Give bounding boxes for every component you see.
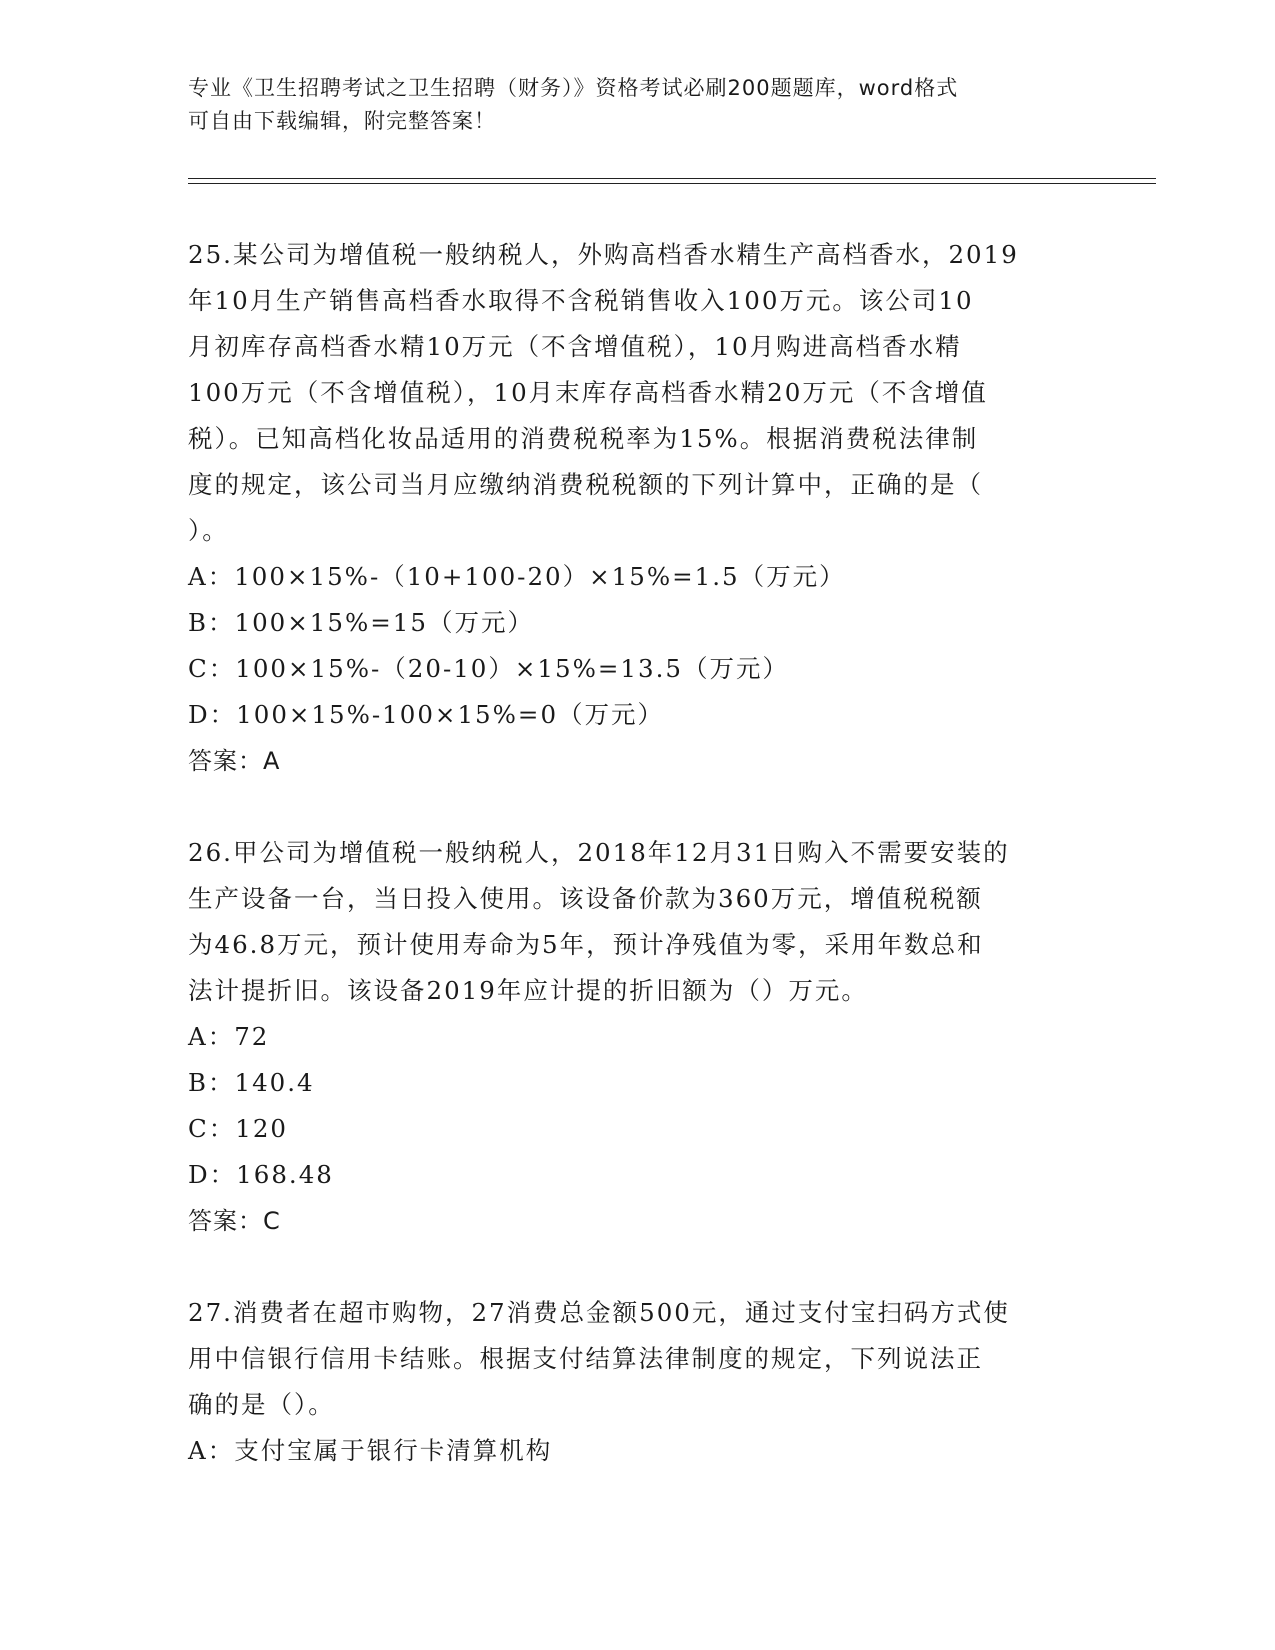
option-b: B：140.4 <box>188 1068 315 1097</box>
question-stem-line: 确的是（）。 <box>188 1390 335 1419</box>
question-spacer <box>188 784 1088 830</box>
question-stem-line: 度的规定，该公司当月应缴纳消费税税额的下列计算中，正确的是（ <box>188 470 983 499</box>
question-stem-line: 27.消费者在超市购物，27消费总金额500元，通过支付宝扫码方式使 <box>188 1298 1010 1327</box>
question-spacer <box>188 1244 1088 1290</box>
option-a: A：100×15%-（10+100-20）×15%=1.5（万元） <box>188 562 846 591</box>
answer-line: 答案：A <box>188 747 281 775</box>
header-divider-top <box>188 178 1156 179</box>
option-b: B：100×15%=15（万元） <box>188 608 534 637</box>
question-stem-line: 生产设备一台，当日投入使用。该设备价款为360万元，增值税税额 <box>188 884 983 913</box>
question-25 <box>188 232 1088 784</box>
question-stem-line: 税）。已知高档化妆品适用的消费税税率为15%。根据消费税法律制 <box>188 424 979 453</box>
question-27 <box>188 1290 1088 1474</box>
question-list <box>188 232 1088 1474</box>
question-stem-line: 100万元（不含增值税），10月末库存高档香水精20万元（不含增值 <box>188 378 988 407</box>
question-stem-line: 年10月生产销售高档香水取得不含税销售收入100万元。该公司10 <box>188 286 974 315</box>
question-stem-line: 为46.8万元，预计使用寿命为5年，预计净残值为零，采用年数总和 <box>188 930 984 959</box>
option-a: A：支付宝属于银行卡清算机构 <box>188 1436 553 1465</box>
question-stem-line: 法计提折旧。该设备2019年应计提的折旧额为（）万元。 <box>188 976 868 1005</box>
question-stem-line: ）。 <box>188 516 229 545</box>
option-c: C：120 <box>188 1114 289 1143</box>
question-stem-line: 25.某公司为增值税一般纳税人，外购高档香水精生产高档香水，2019 <box>188 240 1019 269</box>
document-header <box>188 72 1088 138</box>
header-divider-bottom <box>188 183 1156 184</box>
answer-line: 答案：C <box>188 1207 281 1235</box>
question-stem-line: 用中信银行信用卡结账。根据支付结算法律制度的规定，下列说法正 <box>188 1344 983 1373</box>
header-line-2: 可自由下载编辑，附完整答案！ <box>188 109 496 133</box>
question-26 <box>188 830 1088 1244</box>
option-c: C：100×15%-（20-10）×15%=13.5（万元） <box>188 654 789 683</box>
question-stem-line: 26.甲公司为增值税一般纳税人，2018年12月31日购入不需要安装的 <box>188 838 1010 867</box>
question-stem-line: 月初库存高档香水精10万元（不含增值税），10月购进高档香水精 <box>188 332 962 361</box>
option-d: D：100×15%-100×15%=0（万元） <box>188 700 665 729</box>
option-a: A：72 <box>188 1022 270 1051</box>
option-d: D：168.48 <box>188 1160 334 1189</box>
header-line-1: 专业《卫生招聘考试之卫生招聘（财务）》资格考试必刷200题题库，word格式 <box>188 76 959 100</box>
